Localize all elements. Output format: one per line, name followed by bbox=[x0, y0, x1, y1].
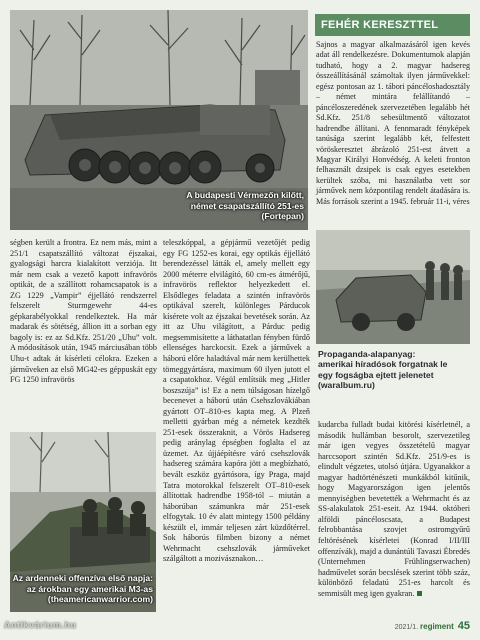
issue-number: 2021/1. bbox=[394, 624, 419, 631]
article-column-2 bbox=[163, 238, 310, 565]
column-2-text: teleszkóppal, a gépjármű vezetőjét pedig egy FG 1252-es korai, egy optikás éjjellátó berendezéssel látták el, amely mellett egy 2000 méterre elvilágító, 60 cm-es átmérőjű, infravörös reflektor helyezkedett el. Elsődleges feladata a szintén infravörös optikával szerelt, különleges Párducok kísérete volt az éjszakai bevetések során. Az itt az Uhu világított, a Párduc pedig megsemmisítette a láthatatlan fényben fürdő ellenséges harckocsit. Ezek a járművek a háború előre haladtával már nem kerülhettek tömeggyártásra, maximum 60 ilyen jutott el a csapatokhoz. Végül említsük meg „Hitler boszszúja” is! Ez a nem túlságosan hízelgő becenevet a háború után Csehszlovákiában gyártott OT–810-es kapta meg. A Plzeň melletti gyárban még a németek kezdték 251-esek összeraknit, a Vörös Hadsereg pedig aránylag épségben foglalta el az üzemet. Az újjáépítésre váró csehszlovák hadsereg számára kapóra jött a megbízható, bevált eszköz gyártósora, így Praga, majd Tatra motorokkal felszerelt OT–810-esek állítottak hadrendbe 1958-tól – miután a háborúban számunkra már 251-esek elfogytak. 10 év alatt mintegy 1500 példány készült el, immár teljesen zárt küzdőtérrel. Sok háborús filmben bizony a német Wehrmacht csehszlovák járműveket szálgáltott a mozivásznakon… bbox=[163, 238, 310, 564]
sidebar-caption-line: Propaganda-alapanyag: bbox=[318, 349, 416, 359]
magazine-name: regiment bbox=[420, 622, 454, 631]
sidebar-caption-line: amerikai híradósok forgatnak le bbox=[318, 359, 448, 370]
column-3-text: kudarcba fulladt budai kitörési kísérletnél, a második hullámban besorolt, szervezetileg már igen vegyes összetételű magyar harccsoport szintén Sd.Kfz. 251/9-es is elindult végzetes, utolsó útjára. Ugyanakkor a magyar hadtörténészeti munkákból kitűnik, hogy Magyarországon igen jelentős mennyiségben bevetették a Wehrmacht és az SS-alakulatok 251-eseit. Az 1944. októberi alföldi páncéloscsata, a Budapest felrobbantása szovjet ostromgyűrű feltörésének kísérletei (Konrad I/II/III offenzívák), majd a dunántúli Tavaszi Ébredés (Unternehmen Frühlingserwachen) hadművelet során becslések szerint több száz, különböző feladatú 251-es harcolt és semmisült meg igen gyakran. bbox=[318, 420, 470, 598]
article-column-3 bbox=[318, 420, 470, 599]
sidebar-photo-propaganda bbox=[316, 230, 470, 344]
watermark: Antikvárium.hu bbox=[4, 620, 77, 630]
sidebar-caption-line: egy fogságba ejtett jelenetet bbox=[318, 369, 434, 380]
top-photo-caption bbox=[120, 190, 304, 222]
article-end-mark bbox=[417, 591, 422, 596]
bottom-photo-caption-line: az árokban egy amerikai M3-as bbox=[26, 583, 153, 594]
bottom-photo-caption bbox=[10, 573, 153, 605]
top-photo-caption-line: német csapatszállító 251-es bbox=[190, 200, 304, 211]
top-photo-caption-line: (Fortepan) bbox=[261, 211, 304, 221]
sidebar-photo-caption bbox=[318, 349, 468, 391]
page-footer bbox=[380, 620, 470, 632]
top-photo-caption-line: A budapesti Vérmezőn kilőtt, bbox=[186, 190, 304, 200]
page-number: 45 bbox=[457, 620, 470, 632]
sidebar-body: Sajnos a magyar alkalmazásáról igen kevés adat áll rendelkezésre. Dokumentumok alapján tudható, hogy a 2. magyar hadsereg összeállításánál számoltak ilyen járművekkel: egész pontosan az 1. tábori páncéloshadosztály – német mintára felállítandó – páncéloszeredének szervezetében legalább hét Sd.Kfz. 251/8 sebesültmentő változatot hadrendbe állítani. A fennmaradt fényképek tanúsága szerint legalább két, felfestett vöröskeresztet ábrázoló 251-est átvett a Magyar Királyi Honvédség. A keleti fronton felhasznált dzsipek is csak egyes esetekben kerültek szóba, mi használatba vett sor járművek nem központilag rendelt átadására is. Más források szerint a 1945. február 11-i, véres bbox=[316, 40, 470, 206]
bottom-photo-caption-line: Az ardenneki offenzíva első napja: bbox=[12, 573, 153, 583]
sidebar-caption-line: (waralbum.ru) bbox=[318, 380, 375, 391]
sidebar-title: FEHÉR KERESZTTEL bbox=[315, 14, 470, 36]
propaganda-photo-image bbox=[316, 230, 470, 344]
article-column-1 bbox=[10, 238, 157, 386]
column-1-text: ségben került a frontra. Ez nem más, mint a 251/1 csapatszállító változat éjszakai, gyalogsági harcra kialakított verziója. Itt már nem csak a vezető kapott infravörös optikát, de a szállított rohamcsapatok is a ZG 1229 „Vampir” éjjellátó rendszerrel felszerelt Sturmgewehr 44-es gépkarabélyokkal rendelkeztek. Ha már madarak és sötétség, állion itt a sorban egy bagoly is: ez az Sd.Kfz. 251/20 „Uhu” volt. A módosítások után, 1945 márciusában több Uhu-t adtak át kísérleti célokra. Ezeken a járműveken az első MG42-es géppuskát egy FG 1250 infravörös bbox=[10, 238, 157, 385]
bottom-photo-caption-line: (theamericanwarrior.com) bbox=[47, 594, 153, 604]
